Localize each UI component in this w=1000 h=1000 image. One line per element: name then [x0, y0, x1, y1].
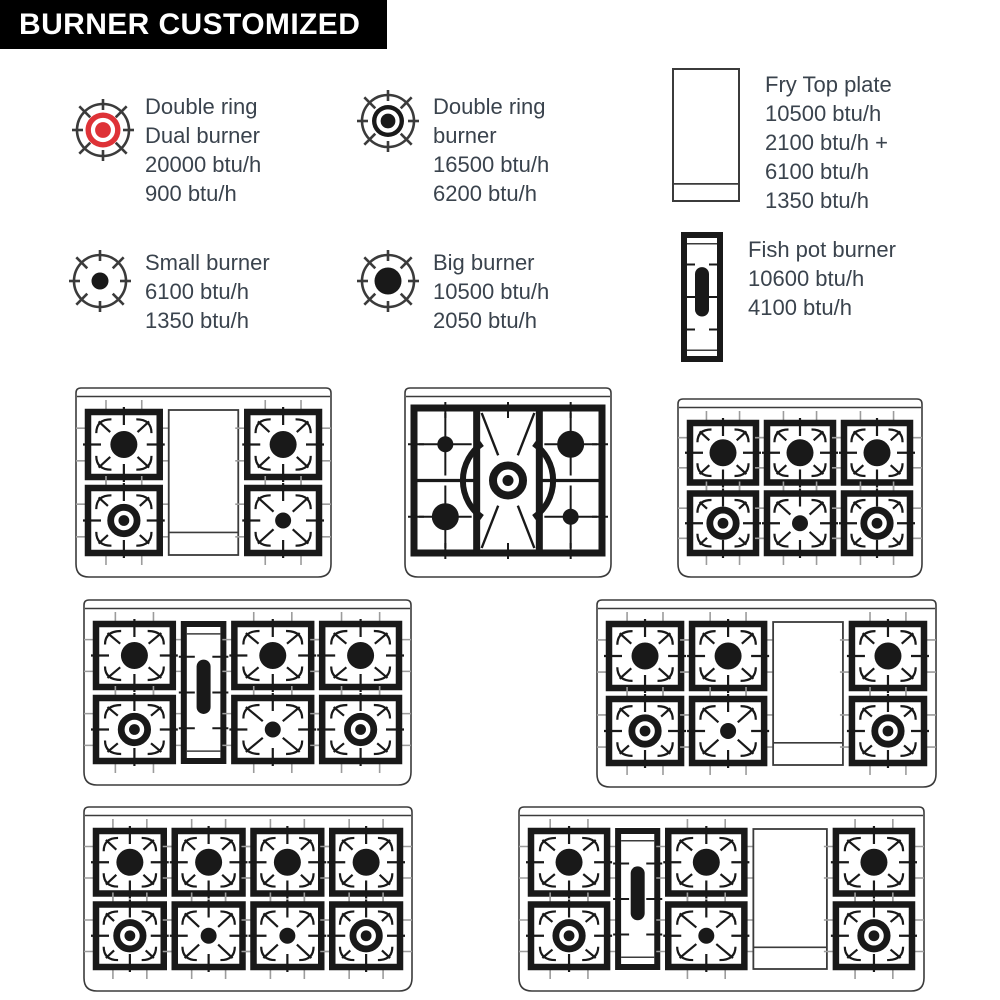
legend-line: 10500 btu/h — [765, 101, 882, 126]
legend-line: Big burner — [433, 250, 535, 275]
big-burner-icon — [349, 242, 427, 320]
legend-line: 900 btu/h — [145, 181, 237, 206]
cooktop-1 — [75, 387, 332, 578]
legend-line: 1350 btu/h — [765, 188, 869, 213]
small-burner-icon — [61, 242, 139, 320]
cooktop-4 — [83, 599, 412, 786]
cooktop-3 — [677, 398, 923, 578]
legend-line: Fish pot burner — [748, 237, 896, 262]
legend-text-double-ring-burner — [433, 92, 549, 208]
cooktop-2 — [404, 387, 612, 578]
small-burner-icon-holder — [61, 242, 139, 320]
legend-text-fish-pot-burner — [748, 235, 896, 322]
big-burner-icon-holder — [349, 242, 427, 320]
legend-text-fry-top-plate — [765, 70, 892, 215]
cooktop-6 — [83, 806, 413, 992]
legend-text-small-burner — [145, 248, 270, 335]
cooktop-7-diagram — [518, 806, 925, 992]
legend-line: 4100 btu/h — [748, 295, 852, 320]
legend-line: Double ring — [433, 94, 546, 119]
fish-pot-burner-icon-holder — [681, 232, 723, 362]
cooktop-6-diagram — [83, 806, 413, 992]
legend-line: 20000 btu/h — [145, 152, 262, 177]
cooktop-7 — [518, 806, 925, 992]
legend-text-double-ring-dual-burner — [145, 92, 261, 208]
cooktop-3-diagram — [677, 398, 923, 578]
legend-line: Dual burner — [145, 123, 260, 148]
legend-line: 2100 btu/h + — [765, 130, 888, 155]
legend-line: 10600 btu/h — [748, 266, 865, 291]
fish-pot-burner-icon — [681, 232, 723, 362]
legend-line: burner — [433, 123, 497, 148]
cooktop-1-diagram — [75, 387, 332, 578]
legend-line: 2050 btu/h — [433, 308, 537, 333]
legend-line: 1350 btu/h — [145, 308, 249, 333]
legend-line: 6100 btu/h — [765, 159, 869, 184]
page-title: BURNER CUSTOMIZED — [19, 7, 361, 41]
title-banner — [0, 0, 387, 49]
cooktop-4-diagram — [83, 599, 412, 786]
legend-line: 16500 btu/h — [433, 152, 550, 177]
legend-line: Double ring — [145, 94, 258, 119]
cooktop-5 — [596, 599, 937, 788]
legend-line: 10500 btu/h — [433, 279, 550, 304]
fry-top-plate-icon-holder — [672, 68, 740, 202]
legend-line: Small burner — [145, 250, 270, 275]
double-ring-dual-burner-icon-holder — [64, 91, 142, 169]
legend-text-big-burner — [433, 248, 549, 335]
legend-line: 6200 btu/h — [433, 181, 537, 206]
cooktop-5-diagram — [596, 599, 937, 788]
fry-top-plate-icon — [672, 68, 740, 202]
double-ring-burner-icon-holder — [349, 82, 427, 160]
double-ring-burner-icon — [349, 82, 427, 160]
legend-line: 6100 btu/h — [145, 279, 249, 304]
double-ring-dual-burner-icon — [64, 91, 142, 169]
cooktop-2-diagram — [404, 387, 612, 578]
legend-line: Fry Top plate — [765, 72, 892, 97]
